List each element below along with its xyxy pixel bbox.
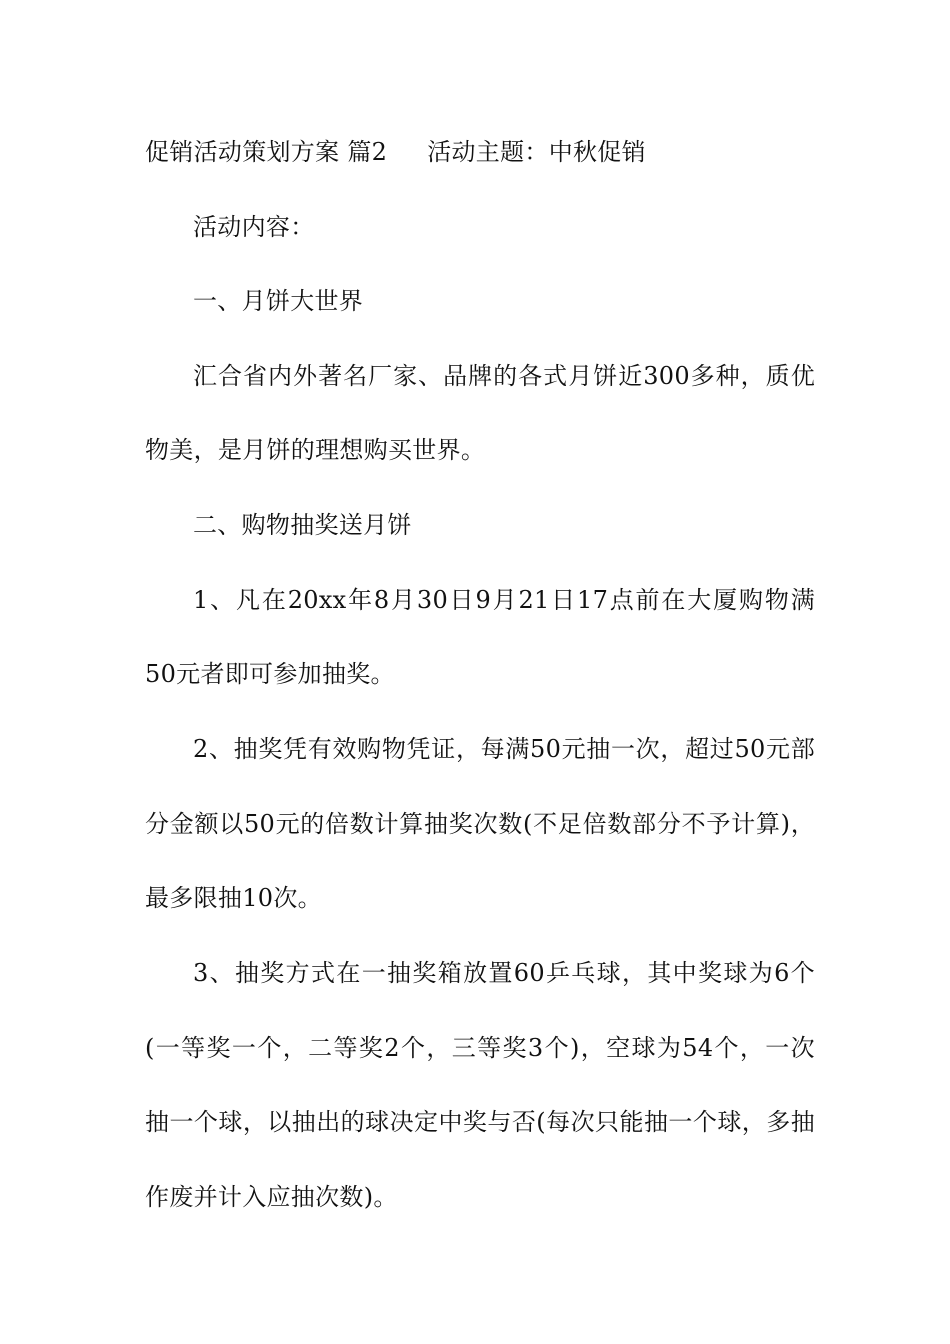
document-title: 促销活动策划方案 篇2	[145, 138, 388, 166]
document-heading	[145, 136, 815, 168]
rule2-line: 2、抽奖凭有效购物凭证，每满50元抽一次，超过50元部	[193, 735, 815, 763]
content-label: 活动内容：	[193, 213, 315, 241]
section1-body-line: 物美，是月饼的理想购买世界。	[145, 436, 486, 464]
section1-heading: 一、月饼大世界	[193, 287, 364, 315]
rule3-line: (一等奖一个，二等奖2个，三等奖3个)，空球为54个，一次	[145, 1034, 815, 1062]
rule2-line: 最多限抽10次。	[145, 884, 322, 912]
rule2-line: 分金额以50元的倍数计算抽奖次数(不足倍数部分不予计算)，	[145, 810, 815, 838]
activity-theme: 活动主题：中秋促销	[427, 138, 646, 166]
rule1-line: 50元者即可参加抽奖。	[145, 660, 395, 688]
section2-heading: 二、购物抽奖送月饼	[193, 511, 412, 539]
rule3-line: 抽一个球，以抽出的球决定中奖与否(每次只能抽一个球，多抽	[145, 1108, 815, 1136]
section1-body-line: 汇合省内外著名厂家、品牌的各式月饼近300多种，质优	[193, 362, 815, 390]
rule1-line: 1、凡在20xx年8月30日9月21日17点前在大厦购物满	[193, 586, 815, 614]
rule3-line: 3、抽奖方式在一抽奖箱放置60乒乓球，其中奖球为6个	[193, 959, 815, 987]
rule3-line: 作废并计入应抽次数)。	[145, 1183, 398, 1211]
